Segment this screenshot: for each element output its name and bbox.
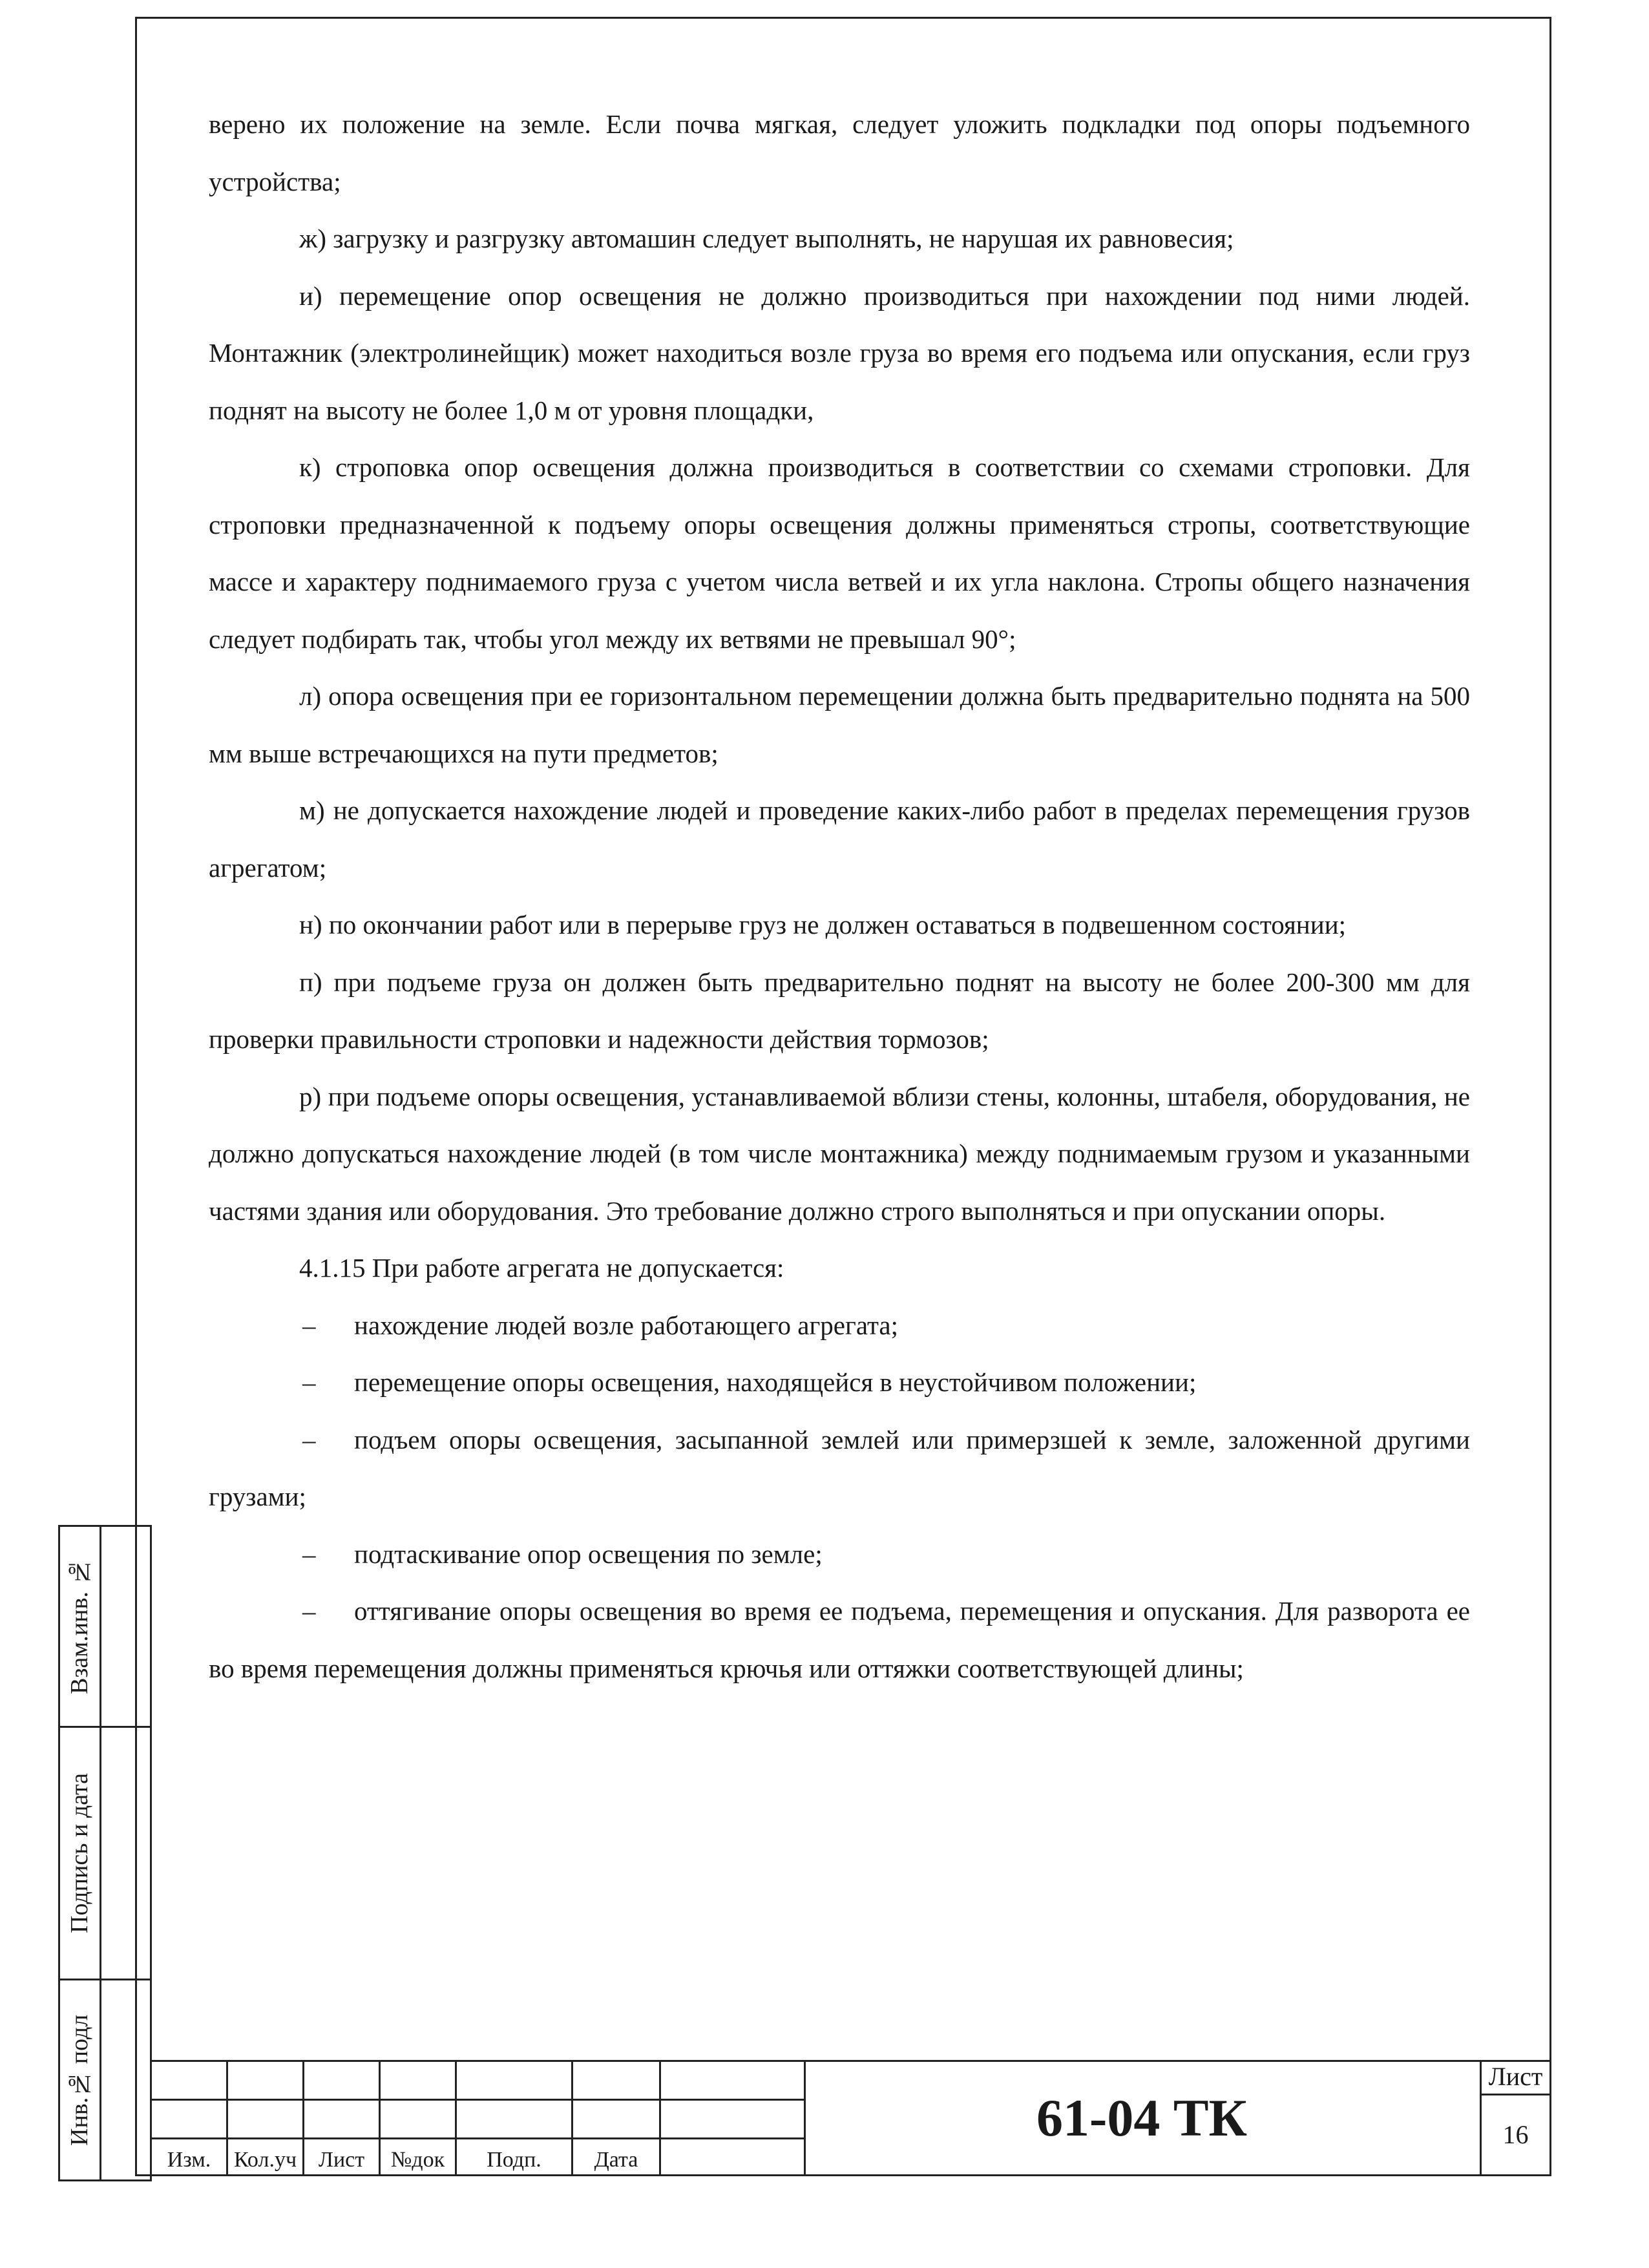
paragraph xyxy=(209,1297,1470,1354)
paragraph xyxy=(209,1239,1470,1297)
paragraph-text: к) строповка опор освещения должна производиться в соответствии со схемами строповки. Для строповки предназначенной к подъему опоры освещения должны применяться стропы, соответствующие массе и характеру поднимаемого груза с учетом числа ветвей и их угла наклона. Стропы общего назначения следует подбирать так, чтобы угол между их ветвями не превышал 90°; xyxy=(209,452,1470,654)
col-kol-uch: Кол.уч xyxy=(233,2148,297,2172)
paragraph xyxy=(209,1526,1470,1583)
paragraph xyxy=(209,96,1470,210)
col-ndok: №док xyxy=(390,2148,445,2172)
paragraph-text: н) по окончании работ или в перерыве груз не должен оставаться в подвешенном состоянии; xyxy=(299,910,1347,940)
paragraph xyxy=(209,954,1470,1068)
paragraph-text: оттягивание опоры освещения во время ее подъема, перемещения и опускания. Для разворота ее во время перемещения должны применяться крючья или оттяжки соответствующей длины; xyxy=(209,1596,1470,1683)
paragraph xyxy=(209,210,1470,268)
podpis-data-label: Подпись и дата xyxy=(66,1772,93,1934)
side-cell-vzam xyxy=(58,1525,152,1728)
paragraph-text: ж) загрузку и разгрузку автомашин следует выполнять, не нарушая их равновесия; xyxy=(299,224,1234,253)
paragraph-text: м) не допускается нахождение людей и проведение каких-либо работ в пределах перемещения грузов агрегатом; xyxy=(209,795,1470,883)
sheet-number: 16 xyxy=(1502,2120,1529,2149)
list-dash: – xyxy=(302,1310,316,1340)
paragraph-text: р) при подъеме опоры освещения, устанавливаемой вблизи стены, колонны, штабеля, оборудования, не должно допускаться нахождение людей (в том числе монтажника) между поднимаемым грузом и указанными частями здания или оборудования. Это требование должно строго выполняться и при опускании опоры. xyxy=(209,1081,1470,1226)
paragraph xyxy=(209,1411,1470,1526)
paragraph-text: перемещение опоры освещения, находящейся в неустойчивом положении; xyxy=(354,1367,1197,1397)
col-izm: Изм. xyxy=(167,2148,211,2172)
list-dash: – xyxy=(302,1367,316,1397)
paragraph-text: п) при подъеме груза он должен быть предварительно поднят на высоту не более 200-300 мм для проверки правильности строповки и надежности действия тормозов; xyxy=(209,967,1470,1054)
list-dash: – xyxy=(302,1538,316,1569)
side-cell-podpis xyxy=(58,1726,152,1980)
paragraph-text: и) перемещение опор освещения не должно производиться при нахождении под ними людей. Монтажник (электролинейщик) может находиться возле груза во время его подъема или опускания, если груз поднят на высоту не более 1,0 м от уровня площадки, xyxy=(209,280,1470,425)
paragraph xyxy=(209,1354,1470,1411)
paragraph xyxy=(209,896,1470,954)
list-dash: – xyxy=(302,1424,316,1454)
col-list: Лист xyxy=(318,2148,365,2172)
inv-podl-label: Инв.№ подл xyxy=(66,2014,93,2146)
paragraph xyxy=(209,667,1470,782)
paragraph-text: подъем опоры освещения, засыпанной землей или примерзшей к земле, заложенной другими грузами; xyxy=(209,1424,1470,1511)
document-body xyxy=(209,96,1470,1697)
paragraph-text: 4.1.15 При работе агрегата не допускается: xyxy=(299,1253,784,1283)
sheet-label: Лист xyxy=(1488,2062,1543,2091)
side-cell-inv xyxy=(58,1979,152,2181)
col-data: Дата xyxy=(594,2148,638,2172)
paragraph-text: подтаскивание опор освещения по земле; xyxy=(354,1538,823,1569)
vzam-inv-label: Взам.инв. № xyxy=(66,1558,93,1695)
side-stamp xyxy=(58,1525,152,2181)
document-code: 61-04 ТК xyxy=(1036,2088,1247,2147)
paragraph xyxy=(209,782,1470,896)
list-dash: – xyxy=(302,1596,316,1626)
paragraph xyxy=(209,439,1470,667)
paragraph xyxy=(209,1068,1470,1240)
paragraph-text: верено их положение на земле. Если почва мягкая, следует уложить подкладки под опоры подъемного устройства; xyxy=(209,109,1470,196)
col-podp: Подп. xyxy=(487,2148,541,2172)
paragraph-text: нахождение людей возле работающего агрегата; xyxy=(354,1310,898,1340)
paragraph xyxy=(209,268,1470,439)
paragraph xyxy=(209,1582,1470,1697)
paragraph-text: л) опора освещения при ее горизонтальном перемещении должна быть предварительно поднята на 500 мм выше встречающихся на пути предметов; xyxy=(209,681,1470,768)
